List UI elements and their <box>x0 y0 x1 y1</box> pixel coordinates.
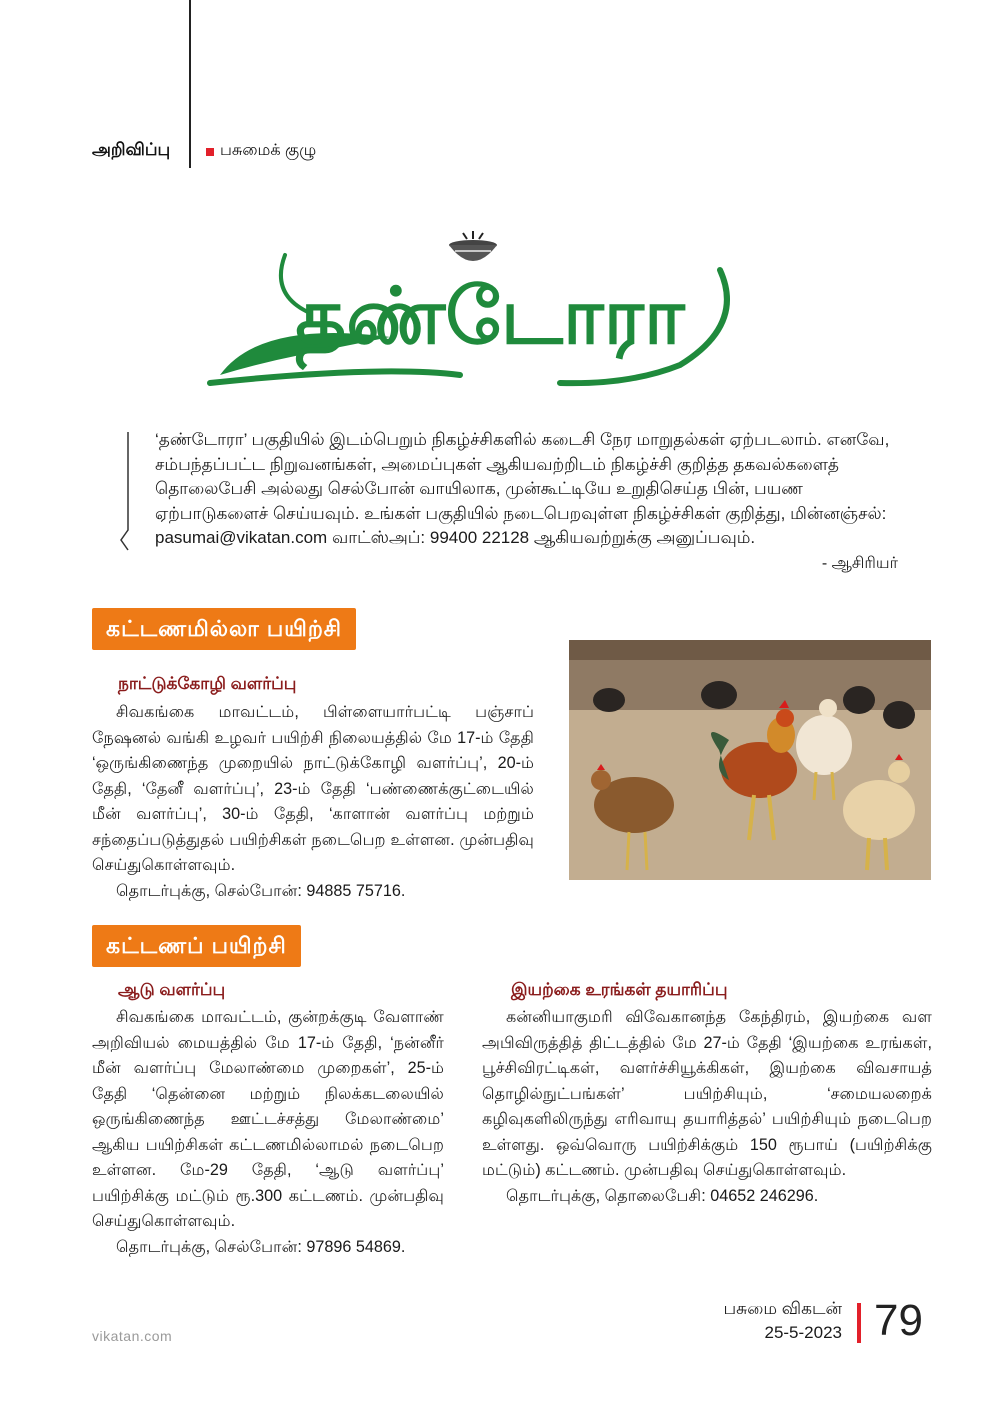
article-paragraph: சிவகங்கை மாவட்டம், பிள்ளையார்பட்டி பஞ்சாப் நேஷனல் வங்கி உழவர் பயிற்சி நிலையத்தில் மே 17-ம் தேதி ‘ஒருங்கிணைந்த முறையில் நாட்டுக்கோழி வளர்ப்பு’, 20-ம் தேதி, ‘தேனீ வளர்ப்பு’, 23-ம் தேதி ‘பண்ணைக்குட்டையில் மீன் வளர்ப்பு’, 30-ம் தேதி, ‘காளான் வளர்ப்பு மற்றும் சந்தைப்படுத்துதல் பயிற்சிகள் நடைபெற உள்ளன. முன்பதிவு செய்துகொள்ளவும். <box>92 703 534 874</box>
free-training-banner: கட்டணமில்லா பயிற்சி <box>92 608 356 650</box>
section-label: அறிவிப்பு <box>92 140 171 159</box>
goat-rearing-article <box>92 1005 444 1260</box>
intro-line: தொலைபேசி அல்லது செல்போன் வாயிலாக, முன்கூட்டியே உறுதிசெய்த பின், பயண <box>155 479 803 498</box>
country-chicken-title: நாட்டுக்கோழி வளர்ப்பு <box>118 674 297 693</box>
footer-divider <box>857 1303 861 1343</box>
intro-line: ‘தண்டோரா’ பகுதியில் இடம்பெறும் நிகழ்ச்சிகளில் கடைசி நேர மாறுதல்கள் ஏற்படலாம். எனவே, <box>155 430 890 449</box>
issue-date: 25-5-2023 <box>764 1323 842 1342</box>
natural-fertilizer-title: இயற்கை உரங்கள் தயாரிப்பு <box>511 980 728 999</box>
logo-title: தண்டோரா <box>295 272 685 362</box>
footer-magazine-info <box>702 1297 842 1345</box>
red-square-bullet-icon <box>206 148 214 156</box>
page-number: 79 <box>874 1296 923 1345</box>
thandora-logo <box>200 225 760 395</box>
intro-line: ஏற்பாடுகளைச் செய்யவும். உங்கள் பகுதியில் நடைபெறவுள்ள நிகழ்ச்சிகள் குறித்து, மின்னஞ்சல்: <box>155 503 887 523</box>
country-chicken-article <box>92 700 534 904</box>
chickens-photo <box>569 640 931 880</box>
goat-rearing-title: ஆடு வளர்ப்பு <box>118 980 226 999</box>
magazine-name: பசுமை விகடன் <box>723 1299 842 1318</box>
article-contact: தொடர்புக்கு, தொலைபேசி: 04652 246296. <box>506 1186 819 1205</box>
article-contact: தொடர்புக்கு, செல்போன்: 94885 75716. <box>116 881 406 900</box>
article-paragraph: கன்னியாகுமரி விவேகானந்த கேந்திரம், இயற்கை வள அபிவிருத்தித் திட்டத்தில் மே 27-ம் தேதி ‘இயற்கை உரங்கள், பூச்சிவிரட்டிகள், வளர்ச்சியூக்கிகள், இயற்கை விவசாயத் தொழில்நுட்பங்கள்’ பயிற்சியும், ‘சமையலறைக் கழிவுகளிலிருந்து எரிவாயு தயாரித்தல்’ பயிற்சியும் நடைபெற உள்ளது. ஒவ்வொரு பயிற்சிக்கும் 150 ரூபாய் (பயிற்சிக்கு மட்டும்) கட்டணம். முன்பதிவு செய்துகொள்ளவும். <box>482 1008 932 1179</box>
intro-bracket-icon <box>118 430 132 555</box>
intro-line: சம்பந்தப்பட்ட நிறுவனங்கள், அமைப்புகள் ஆகியவற்றிடம் நிகழ்ச்சி குறித்த தகவல்களைத் <box>155 454 839 474</box>
editor-signature: - ஆசிரியர் <box>821 555 898 572</box>
footer-site: vikatan.com <box>92 1328 173 1344</box>
natural-fertilizer-article <box>482 1005 932 1209</box>
paid-training-banner: கட்டணப் பயிற்சி <box>92 925 301 967</box>
article-contact: தொடர்புக்கு, செல்போன்: 97896 54869. <box>116 1237 406 1256</box>
intro-line: pasumai@vikatan.com வாட்ஸ்அப்: 99400 22128 ஆகியவற்றுக்கு அனுப்பவும். <box>155 528 756 547</box>
article-paragraph: சிவகங்கை மாவட்டம், குன்றக்குடி வேளாண் அறிவியல் மையத்தில் மே 17-ம் தேதி, ‘நன்னீர் மீன் வளர்ப்பு மேலாண்மை முறைகள்’, 25-ம் தேதி ‘தென்னை மற்றும் நிலக்கடலையில் ஒருங்கிணைந்த ஊட்டச்சத்து மேலாண்மை’ ஆகிய பயிற்சிகள் கட்டணமில்லாமல் நடைபெற உள்ளன. மே-29 தேதி, ‘ஆடு வளர்ப்பு’ பயிற்சிக்கு மட்டும் ரூ.300 கட்டணம். முன்பதிவு செய்துகொள்ளவும். <box>92 1008 444 1230</box>
subsection-label: பசுமைக் குழு <box>220 142 317 159</box>
header-divider <box>189 140 191 166</box>
drum-icon <box>449 231 497 261</box>
intro-notice <box>155 428 915 551</box>
